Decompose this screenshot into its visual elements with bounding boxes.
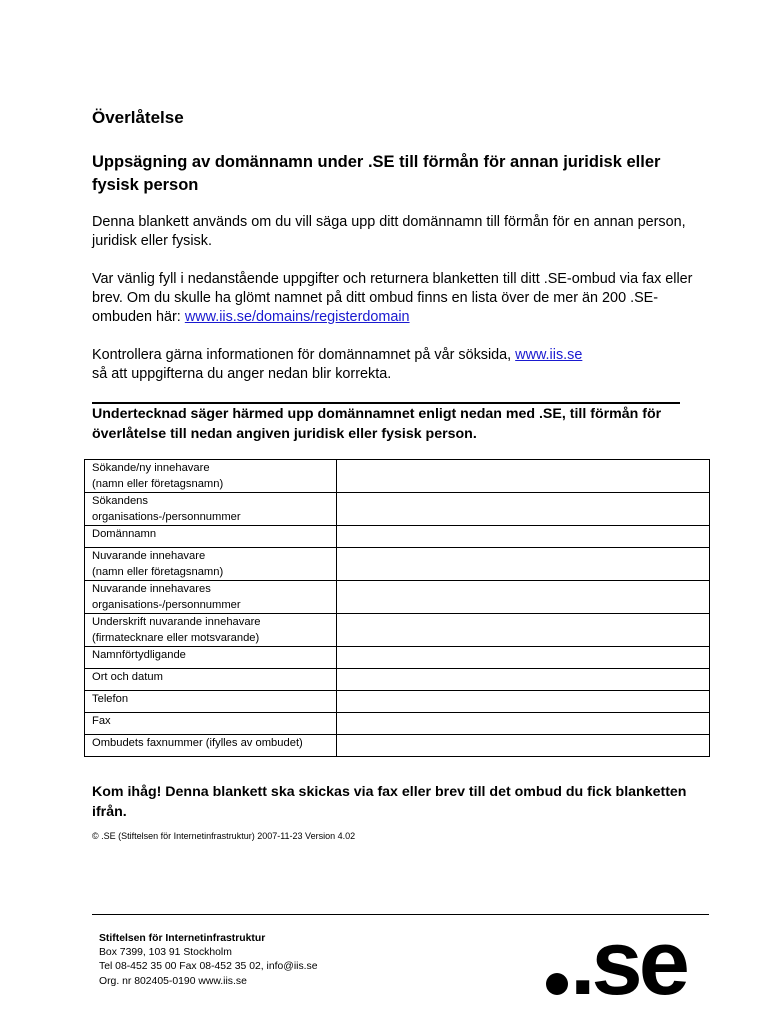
footer-address: Box 7399, 103 91 Stockholm: [99, 947, 232, 959]
form-field-label-subline: (namn eller företagsnamn): [92, 477, 224, 490]
se-logo: [540, 910, 710, 1010]
form-row: [85, 647, 710, 669]
form-field-label-line: Nuvarande innehavares: [92, 583, 211, 595]
form-field-label-subline: (namn eller företagsnamn): [92, 565, 224, 578]
document-subtitle: Uppsägning av domännamn under .SE till förmån för annan juridisk eller fysisk person: [92, 153, 661, 194]
transfer-form-table: [84, 459, 710, 757]
footer-org-name: Stiftelsen för Internetinfrastruktur: [99, 933, 266, 944]
form-field-label-line: Fax: [92, 715, 111, 727]
document-title: Överlåtelse: [92, 108, 184, 127]
form-field-input[interactable]: [337, 614, 710, 647]
form-field-label: [85, 713, 337, 735]
form-field-label-line: Nuvarande innehavare: [92, 550, 206, 562]
form-field-label: [85, 614, 337, 647]
form-row: [85, 691, 710, 713]
form-field-label-subline: (firmatecknare eller motsvarande): [92, 631, 260, 644]
form-row: [85, 581, 710, 614]
form-field-label-subline: organisations-/personnummer: [92, 510, 241, 523]
check-info-text: Kontrollera gärna informationen för domännamnet på vår söksida,: [92, 347, 516, 363]
iis-search-link[interactable]: www.iis.se: [515, 347, 583, 363]
form-field-input[interactable]: [337, 460, 710, 493]
form-row: [85, 735, 710, 757]
form-field-input[interactable]: [337, 647, 710, 669]
form-field-label: [85, 691, 337, 713]
form-field-label: [85, 647, 337, 669]
form-field-input[interactable]: [337, 691, 710, 713]
form-field-label-line: Telefon: [92, 693, 129, 705]
form-field-input[interactable]: [337, 735, 710, 757]
check-info-paragraph: [92, 346, 702, 384]
form-field-label-line: Sökandens: [92, 495, 148, 507]
form-field-label: [85, 735, 337, 757]
footer-orgnr: Org. nr 802405-0190 www.iis.se: [99, 975, 247, 987]
form-field-label: [85, 493, 337, 526]
form-field-input[interactable]: [337, 669, 710, 691]
form-field-input[interactable]: [337, 713, 710, 735]
form-row: [85, 460, 710, 493]
form-field-label: [85, 526, 337, 548]
registerdomain-link[interactable]: www.iis.se/domains/registerdomain: [184, 309, 410, 325]
se-logo-text: .se: [570, 912, 686, 1010]
form-field-label: [85, 669, 337, 691]
reminder-text: Kom ihåg! Denna blankett ska skickas via fax eller brev till det ombud du fick blanketten ifrån.: [92, 784, 687, 820]
form-field-label: [85, 548, 337, 581]
form-field-input[interactable]: [337, 493, 710, 526]
form-row: [85, 614, 710, 647]
check-info-text-end: så att uppgifterna du anger nedan blir korrekta.: [92, 366, 392, 382]
form-field-label: [85, 581, 337, 614]
form-field-label-line: Ort och datum: [92, 671, 163, 683]
form-field-input[interactable]: [337, 526, 710, 548]
form-field-label-line: Sökande/ny innehavare: [92, 462, 210, 474]
form-field-input[interactable]: [337, 548, 710, 581]
form-row: [85, 669, 710, 691]
form-field-input[interactable]: [337, 581, 710, 614]
copyright-text: © .SE (Stiftelsen för Internetinfrastruktur) 2007-11-23 Version 4.02: [92, 831, 356, 841]
footer-address-block: [99, 932, 318, 989]
form-field-label-line: Namnförtydligande: [92, 649, 186, 661]
declaration-text: Undertecknad säger härmed upp domännamnet enligt nedan med .SE, till förmån för överlåtelse till nedan angiven juridisk eller fysisk person.: [92, 406, 662, 442]
form-field-label-line: Underskrift nuvarande innehavare: [92, 616, 261, 628]
footer-contact: Tel 08-452 35 00 Fax 08-452 35 02, info@iis.se: [99, 961, 318, 973]
instructions-text: Var vänlig fyll i nedanstående uppgifter och returnera blanketten till ditt .SE-ombud via fax eller brev. Om du skulle ha glömt namnet på ditt ombud finns en lista över de mer än 200 .SE-ombuden här:: [92, 271, 693, 325]
form-field-label-line: Ombudets faxnummer (ifylles av ombudet): [92, 737, 303, 749]
form-row: [85, 493, 710, 526]
instructions-paragraph: [92, 270, 702, 327]
form-row: [85, 713, 710, 735]
intro-paragraph: Denna blankett används om du vill säga upp ditt domännamn till förmån för en annan person, juridisk eller fysisk.: [92, 214, 686, 249]
form-field-label-subline: organisations-/personnummer: [92, 598, 241, 611]
form-field-label-line: Domännamn: [92, 528, 157, 540]
form-row: [85, 548, 710, 581]
form-field-label: [85, 460, 337, 493]
form-row: [85, 526, 710, 548]
